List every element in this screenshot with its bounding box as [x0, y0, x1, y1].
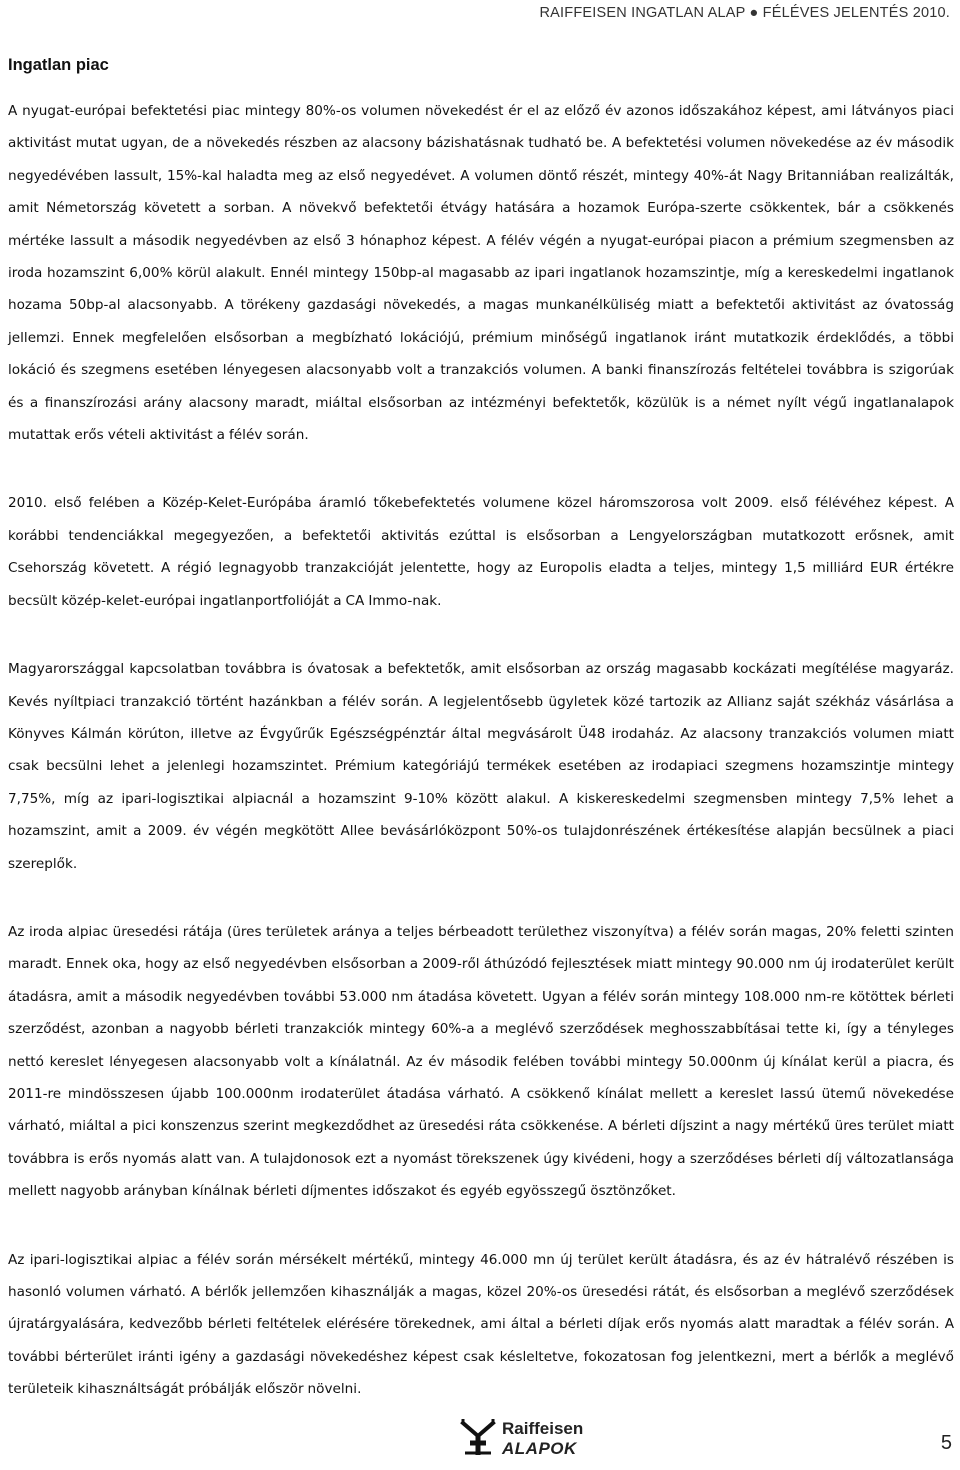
raiffeisen-gable-cross-icon — [460, 1419, 496, 1457]
logo-name: Raiffeisen — [502, 1419, 584, 1438]
paragraph-cee: 2010. első felében a Közép-Kelet-Európába áramló tőkebefektetés volumene közel háromszorosa volt 2009. első félévéhez képest. A korábbi tendenciákkal megegyezően, a befektetői aktivitás ezúttal is elsősorban a Lengyelországban mutatkozott erősnek, amit Csehország követett. A régió legnagyobb tranzakcióját jelentette, hogy az Europolis eladta a teljes, mintegy 1,5 milliárd EUR értékre becsült közép-kelet-európai ingatlanportfolióját a CA Immo-nak. — [8, 495, 954, 609]
section-title: Ingatlan piac — [8, 56, 109, 74]
paragraph-western-europe: A nyugat-európai befektetési piac mintegy 80%-os volumen növekedést ér el az előző év azonos időszakához képest, ami látványos piaci aktivitást mutat ugyan, de a növekedés részben az alacsony bázishatásnak tudható be. A befektetési volumen növekedése az év második negyedévében lassult, 15%-kal haladta meg az első negyedévet. A volumen döntő részét, mintegy 40%-át Nagy Britanniában realizálták, amit Németország követett a sorban. A növekvő befektetői étvágy hatására a hozamok Európa-szerte csökkentek, bár a csökkenés mértéke lassult a második negyedévben az első 3 hónaphoz képest. A félév végén a nyugat-európai piacon a prémium szegmensben az iroda hozamszint 6,00% körül alakult. Ennél mintegy 150bp-al magasabb az ipari ingatlanok hozamszintje, míg a kereskedelmi ingatlanok hozama 50bp-al alacsonyabb. A törékeny gazdasági növekedés, a magas munkanélküliség miatt a befektetői aktivitást az óvatosság jellemzi. Ennek megfelelően elsősorban a megbízható lokációjú, prémium minőségű ingatlanok iránt mutatkozik érdeklődés, a többi lokáció és szegmens esetében lényegesen alacsonyabb volt a tranzakciós volumen. A banki finanszírozás feltételei továbbra is szigorúak és a finanszírozási arány alacsony maradt, miáltal elsősorban az intézményi befektetők, közülük is a német nyílt végű ingatlanalapok mutattak erős vételi aktivitást a félév során. — [8, 103, 954, 444]
paragraph-hungary: Magyarországgal kapcsolatban továbbra is óvatosak a befektetők, amit elsősorban az ország magasabb kockázati megítélése magyaráz. Kevés nyíltpiaci tranzakció történt hazánkban a félév során. A legjelentősebb ügyletek közé tartozik az Allianz saját székház vásárlása a Könyves Kálmán körúton, illetve az Évgyűrűk Egészségpénztár által megvásárolt Ü48 irodaház. Az alacsony tranzakciós volumen miatt csak becsülni lehet a jelenlegi hozamszintet. Prémium kategóriájú termékek esetében az irodapiaci szegmens hozamszintje mintegy 7,75%, míg az ipari-logisztikai alpiacnál a hozamszint 9-10% között alakul. A kiskereskedelmi szegmensben mintegy 7,5% lehet a hozamszint, amit a 2009. év végén megkötött Allee bevásárlóközpont 50%-os tulajdonrészének értékesítése alapján becsülnek a piaci szereplők. — [8, 661, 954, 872]
logo-sub: ALAPOK — [502, 1439, 577, 1458]
paragraph-industrial-logistics: Az ipari-logisztikai alpiac a félév során mérsékelt mértékű, mintegy 46.000 mn új terület került átadásra, és az év hátralévő részében is hasonló volumen várható. A bérlők jellemzően kihasználják a magas, közel 20%-os üresedési rátát, és elsősorban a meglévő szerződések újratárgyalására, kedvezőbb bérleti feltételek elérésére törekednek, ami által a bérleti díjak erős nyomás alatt maradtak a félév során. A további bérterület iránti igény a gazdasági növekedéshez képest csak késleltetve, fokozatosan fog jelentkezni, mert a bérlők a meglévő területeik kihasználtságát próbálják először növelni. — [8, 1251, 954, 1398]
paragraph-office-market: Az iroda alpiac üresedési rátája (üres területek aránya a teljes bérbeadott területhez viszonyítva) a félév során magas, 20% feletti szinten maradt. Ennek oka, hogy az első negyedévben elsősorban a 2009-ről áthúzódó fejlesztések miatt mintegy 90.000 nm új irodaterület került átadásra, amit a második negyedévben további 53.000 nm átadása követett. Ugyan a félév során mintegy 108.000 nm-re kötöttek bérleti szerződést, azonban a nagyobb bérleti tranzakciók mintegy 60%-a a meglévő szerződések meghosszabbításai tette ki, így a tényleges nettó kereslet lényegesen alacsonyabb volt a kínálatnál. Az év második felében további mintegy 50.000nm új kínálat kerül a piacra, és 2011-re mindösszesen újabb 100.000nm irodaterület átadása várható. A csökkenő kínálat mellett a kereslet lassú ütemű növekedése várható, miáltal a pici konszenzus szerint megkezdődhet az üresedési ráta csökkenése. A bérleti díjszint a nagy mértékű üres terület miatt továbbra is erős nyomás alatt van. A tulajdonosok ezt a nyomást törekszenek úgy kivédeni, hogy a szerződéses bérleti díj változatlansága mellett nagyobb arányban kínálnak bérleti díjmentes időszakot és egyéb egyösszegű ösztönzőket. — [8, 923, 954, 1200]
page-number: 5 — [940, 1432, 952, 1454]
raiffeisen-logo — [460, 1419, 600, 1461]
page-header: RAIFFEISEN INGATLAN ALAP ● FÉLÉVES JELENTÉS 2010. — [539, 5, 950, 21]
main-content — [8, 95, 954, 1442]
